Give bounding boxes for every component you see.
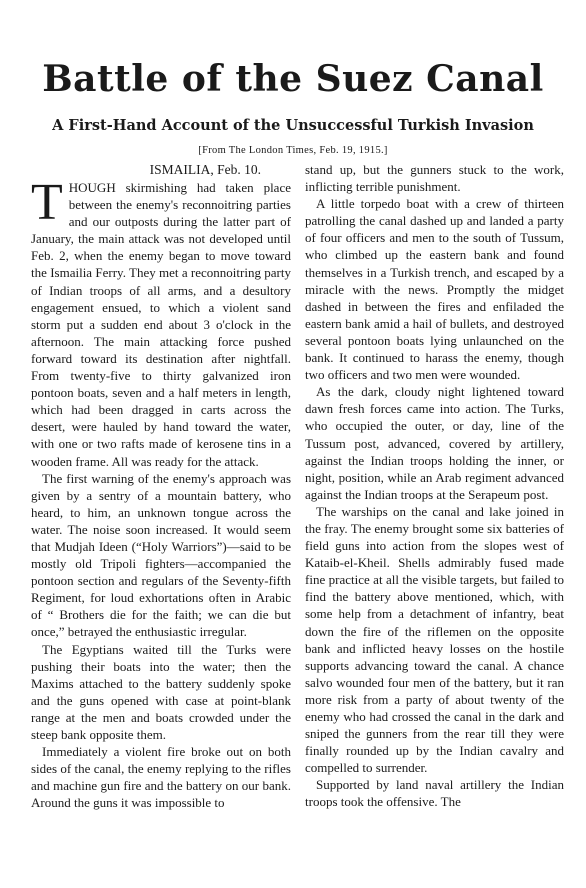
source-citation: [From The London Times, Feb. 19, 1915.] <box>198 145 388 156</box>
dateline: ISMAILIA, Feb. 10. <box>149 162 261 177</box>
paragraph: As the dark, cloudy night lightened toward dawn fresh forces came into action. The Turks, who occupied the outer, or day, line of the Tussum post, advanced, covered by artillery, against the Indian troops holding the inner, or night, position, while an Arab regiment advanced against the Indian troops at the Serapeum post. <box>305 384 564 502</box>
paragraph: Supported by land naval artillery the Indian troops took the offensive. The <box>305 777 564 810</box>
left-column <box>31 161 291 881</box>
paragraph: The first warning of the enemy's approach was given by a sentry of a mountain battery, who heard, to him, an unknown tongue across the water. The noise soon increased. It would seem that Mudjah Ideen (“Holy Warriors”)—said to be mostly old Tripoli fighters—accompanied the pontoon section and regulars of the Seventy-fifth Regiment, for loud exhortations often in Arabic of “ Brothers die for the faith; we can die but once,” betrayed the enthusiastic irregular. <box>31 470 291 640</box>
paragraph: Immediately a violent fire broke out on both sides of the canal, the enemy replying to the rifles and machine gun fire and the battery on our bank. Around the guns it was impossible to <box>31 744 291 811</box>
drop-cap: T <box>31 174 63 231</box>
paragraph: A little torpedo boat with a crew of thirteen patrolling the canal dashed up and landed a party of four officers and men to the south of Tussum, who climbed up the eastern bank and found themselves in a Turkish trench, and escaped by a miracle with the news. Promptly the midget dashed in between the fires and enfiladed the eastern bank amid a hail of bullets, and destroyed several pontoon boats lying unlaunched on the bank. It continued to harass the enemy, though two officers and two men were wounded. <box>305 196 564 383</box>
paragraph: The Egyptians waited till the Turks were pushing their boats into the water; then the Maxims attached to the battery suddenly spoke and the guns opened with case at point-blank range at the men and boats crowded under the steep bank opposite them. <box>31 641 291 742</box>
paragraph: The warships on the canal and lake joined in the fray. The enemy brought some six batteries of field guns into action from the slopes west of Kataib-el-Kheil. Shells admirably fused made fine practice at all the visible targets, but failed to find the battery above mentioned, which, with some help from a detachment of infantry, beat down the fire of the riflemen on the opposite bank and inflicted heavy losses on the hostile supports advancing toward the canal. A chance salvo wounded four men of the battery, but it ran more risk from a party of about twenty of the enemy who had crossed the canal in the dark and sniped the gunners from the rear till they were finally rounded up by the Indian cavalry and compelled to surrender. <box>305 503 564 776</box>
paragraph-text: HOUGH skirmishing had taken place between the enemy's reconnoitring parties and our outposts during the latter part of January, the main attack was not developed until Feb. 2, when the enemy began to move toward the Ismailia Ferry. They met a reconnoitring party of Indian troops of all arms, and a desultory engagement ensued, to which a violent sand storm put a sudden end about 3 o'clock in the afternoon. The main attacking force pushed forward toward its destination after nightfall. From twenty-five to thirty galvanized iron pontoon boats, seven and a half meters in length, which had been dragged in carts across the desert, were hauled by hand toward the water, with one or two rafts made of kerosene tins in a wooden frame. All was ready for the attack. <box>31 180 291 469</box>
paragraph: stand up, but the gunners stuck to the work, inflicting terrible punishment. <box>305 162 564 195</box>
right-column <box>305 161 564 881</box>
paragraph <box>31 174 291 470</box>
article-subtitle: A First-Hand Account of the Unsuccessful Turkish Invasion <box>52 117 534 134</box>
article-title: Battle of the Suez Canal <box>42 58 544 100</box>
